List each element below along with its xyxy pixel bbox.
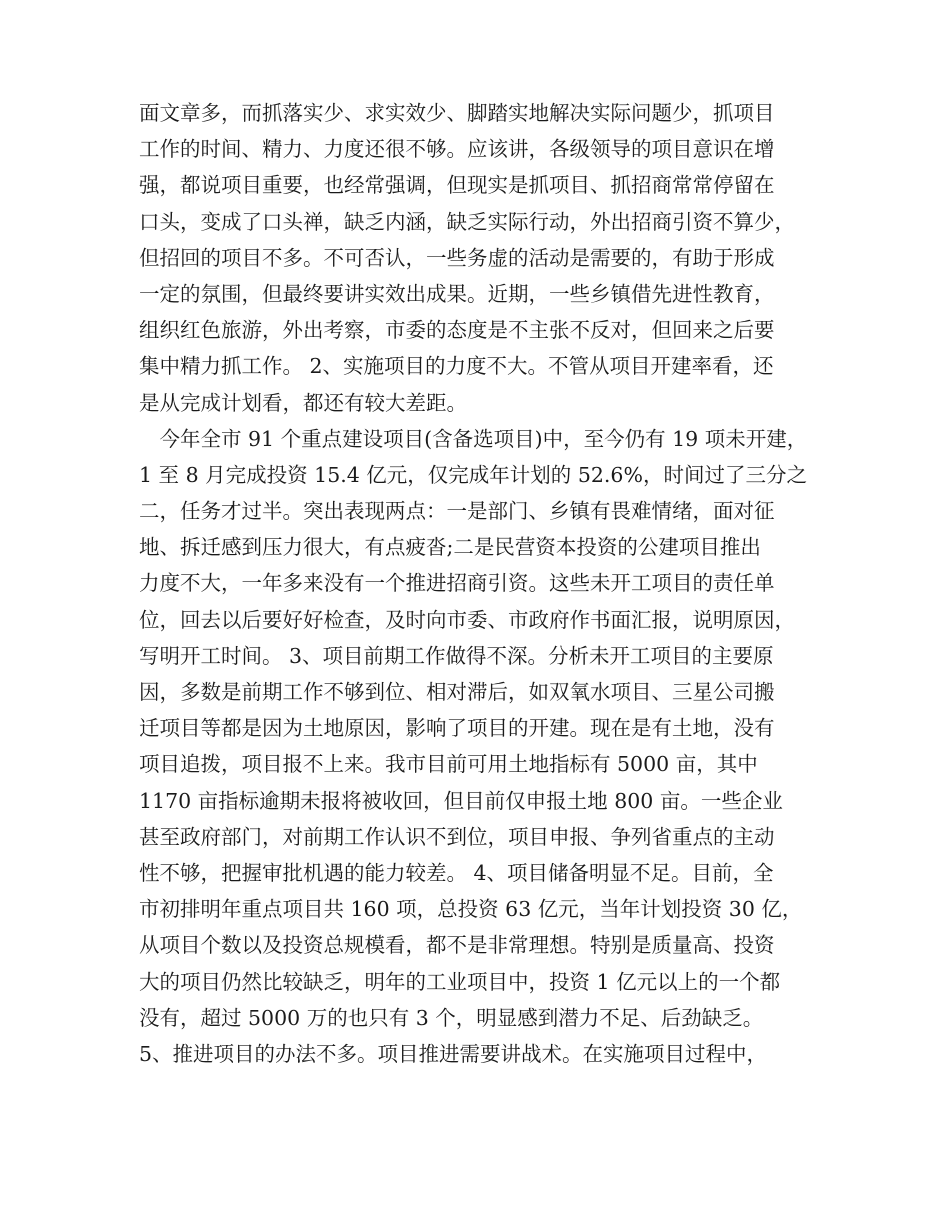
text-line: 是从完成计划看，都还有较大差距。 [139,390,467,415]
text-line: 但招回的项目不多。不可否认，一些务虚的活动是需要的，有助于形成 [139,245,775,270]
text-line: 性不够，把握审批机遇的能力较差。 4、项目储备明显不足。目前，全 [139,860,774,885]
text-line: 面文章多，而抓落实少、求实效少、脚踏实地解决实际问题少，抓项目 [139,101,775,125]
text-line: 1 至 8 月完成投资 15.4 亿元，仅完成年计划的 52.6%，时间过了三分之 [139,462,807,487]
text-line: 5、推进项目的办法不多。项目推进需要讲战术。在实施项目过程中， [139,1041,768,1066]
text-line: 组织红色旅游，外出考察，市委的态度是不主张不反对，但回来之后要 [139,318,775,343]
text-line: 项目追拨，项目报不上来。我市目前可用土地指标有 5000 亩，其中 [139,752,758,777]
text-line: 迁项目等都是因为土地原因，影响了项目的开建。现在是有土地，没有 [139,716,775,741]
text-line: 写明开工时间。 3、项目前期工作做得不深。分析未开工项目的主要原 [139,643,774,668]
text-line: 位，回去以后要好好检查，及时向市委、市政府作书面汇报，说明原因， [139,607,795,632]
text-line: 没有，超过 5000 万的也只有 3 个，明显感到潜力不足、后劲缺乏。 [139,1005,764,1030]
text-line: 大的项目仍然比较缺乏，明年的工业项目中，投资 1 亿元以上的一个都 [139,969,781,994]
text-line: 一定的氛围，但最终要讲实效出成果。近期，一些乡镇借先进性教育， [139,281,775,306]
text-line: 集中精力抓工作。 2、实施项目的力度不大。不管从项目开建率看，还 [139,354,774,379]
text-line: 强，都说项目重要，也经常强调，但现实是抓项目、抓招商常常停留在 [139,173,775,198]
text-line: 市初排明年重点项目共 160 项，总投资 63 亿元，当年计划投资 30 亿， [139,897,803,922]
text-line: 从项目个数以及投资总规模看，都不是非常理想。特别是质量高、投资 [139,933,775,958]
body-text [139,95,829,1072]
text-line: 工作的时间、精力、力度还很不够。应该讲，各级领导的项目意识在增 [139,137,775,162]
text-line: 甚至政府部门，对前期工作认识不到位，项目申报、争列省重点的主动 [139,824,775,849]
text-line: 二，任务才过半。突出表现两点：一是部门、乡镇有畏难情绪，面对征 [139,499,775,524]
text-line: 今年全市 91 个重点建设项目(含备选项目)中，至今仍有 19 项未开建， [139,426,808,451]
text-line: 地、拆迁感到压力很大，有点疲沓;二是民营资本投资的公建项目推出 [139,535,761,560]
text-line: 口头，变成了口头禅，缺乏内涵，缺乏实际行动，外出招商引资不算少， [139,209,795,234]
text-line: 力度不大，一年多来没有一个推进招商引资。这些未开工项目的责任单 [139,571,775,596]
text-line: 因，多数是前期工作不够到位、相对滞后，如双氧水项目、三星公司搬 [139,680,775,704]
text-line: 1170 亩指标逾期未报将被收回，但目前仅申报土地 800 亩。一些企业 [139,788,783,813]
